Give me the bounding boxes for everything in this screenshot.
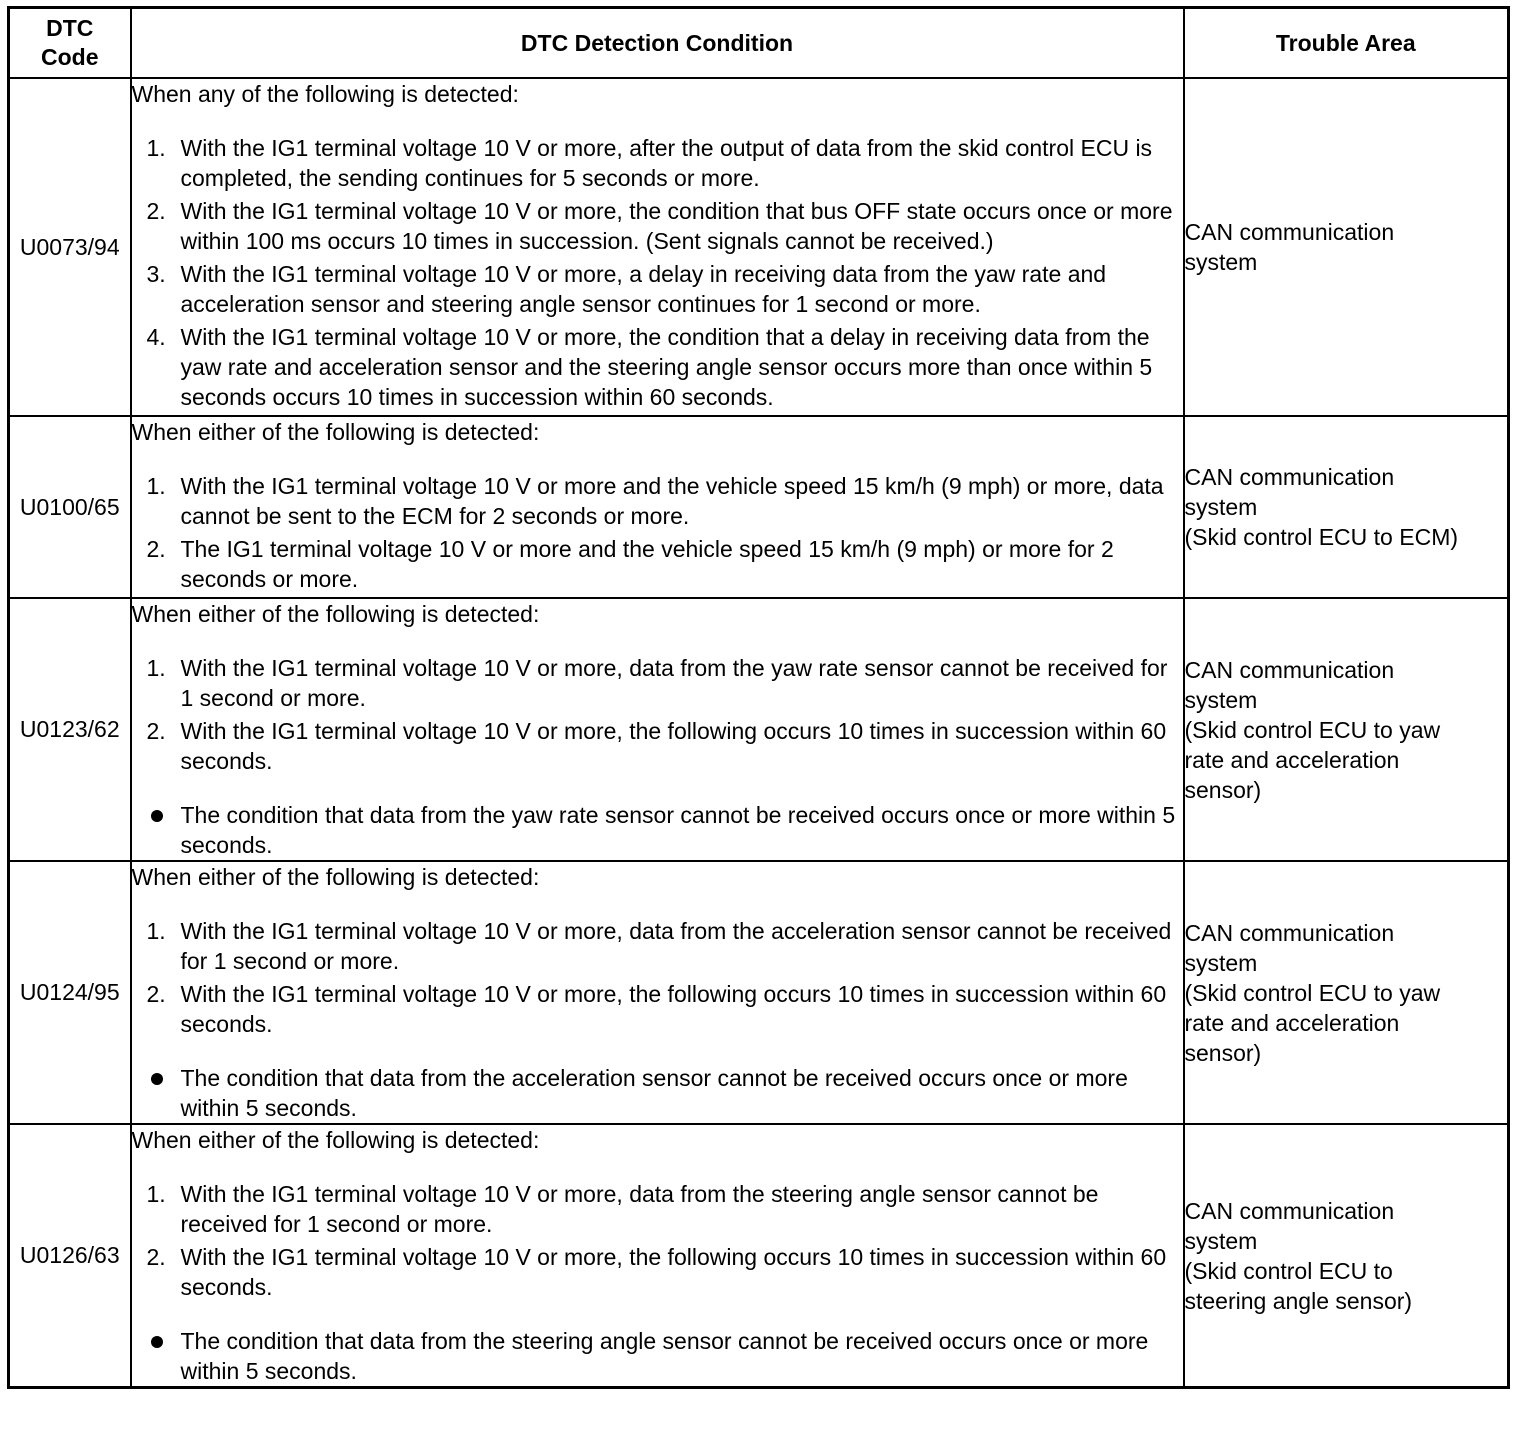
trouble-area-line: sensor) xyxy=(1184,1039,1262,1066)
condition-intro: When either of the following is detected: xyxy=(131,1127,540,1153)
trouble-area-cell xyxy=(1184,1124,1509,1388)
dtc-code-cell: U0124/95 xyxy=(9,861,131,1124)
condition-item-number: 2. xyxy=(146,1244,166,1270)
header-dtc-code: DTC Code xyxy=(9,8,131,79)
condition-list xyxy=(132,653,1183,776)
trouble-area-cell xyxy=(1184,78,1509,416)
condition-bullet-text: The condition that data from the yaw rate sensor cannot be received occurs once or more within 5 seconds. xyxy=(180,802,1176,858)
condition-bullet-text: The condition that data from the acceleration sensor cannot be received occurs once or more within 5 seconds. xyxy=(180,1065,1128,1121)
table-row xyxy=(9,78,1509,416)
condition-item-number: 2. xyxy=(146,981,166,1007)
trouble-area-line: steering angle sensor) xyxy=(1184,1287,1413,1314)
condition-item xyxy=(132,196,1183,256)
detection-condition-cell xyxy=(131,78,1184,416)
condition-intro: When either of the following is detected: xyxy=(131,864,540,890)
dtc-code-cell: U0100/65 xyxy=(9,416,131,598)
dtc-code-cell: U0126/63 xyxy=(9,1124,131,1388)
condition-item-number: 3. xyxy=(146,261,166,287)
dtc-code-cell: U0123/62 xyxy=(9,598,131,861)
condition-item-number: 1. xyxy=(146,135,166,161)
condition-item-text: With the IG1 terminal voltage 10 V or more, the condition that bus OFF state occurs once or more within 100 ms occurs 10 times in succession. (Sent signals cannot be received.) xyxy=(180,198,1173,254)
detection-condition-cell xyxy=(131,1124,1184,1388)
condition-bullet xyxy=(132,1326,1183,1386)
trouble-area-cell xyxy=(1184,861,1509,1124)
trouble-area-line: system xyxy=(1184,1227,1258,1254)
table-row xyxy=(9,598,1509,861)
trouble-area-line: (Skid control ECU to ECM) xyxy=(1184,524,1459,550)
condition-item-text: With the IG1 terminal voltage 10 V or more, after the output of data from the skid control ECU is completed, the sending continues for 5 seconds or more. xyxy=(180,135,1153,191)
condition-item xyxy=(132,653,1183,713)
condition-item xyxy=(132,471,1183,531)
condition-item-text: The IG1 terminal voltage 10 V or more and the vehicle speed 15 km/h (9 mph) or more for 2 seconds or more. xyxy=(180,536,1114,592)
trouble-area-line: CAN communication xyxy=(1184,656,1395,683)
trouble-area-line: CAN communication xyxy=(1184,219,1395,245)
condition-list xyxy=(132,1179,1183,1302)
condition-item-number: 2. xyxy=(146,198,166,224)
dtc-table xyxy=(7,6,1510,1389)
condition-item xyxy=(132,133,1183,193)
table-row xyxy=(9,861,1509,1124)
condition-item-text: With the IG1 terminal voltage 10 V or more, data from the steering angle sensor cannot be received for 1 second or more. xyxy=(180,1181,1099,1237)
condition-item xyxy=(132,534,1183,594)
condition-item xyxy=(132,1179,1183,1239)
bullet-dot-icon xyxy=(151,1336,163,1348)
condition-item-text: With the IG1 terminal voltage 10 V or more, the following occurs 10 times in succession within 60 seconds. xyxy=(180,1244,1167,1300)
table-row xyxy=(9,416,1509,598)
trouble-area-line: system xyxy=(1184,686,1258,713)
condition-bullet xyxy=(132,1063,1183,1123)
condition-intro: When any of the following is detected: xyxy=(131,81,519,107)
trouble-area-line: (Skid control ECU to yaw xyxy=(1184,716,1441,743)
condition-list xyxy=(132,133,1183,412)
trouble-area-line: (Skid control ECU to xyxy=(1184,1257,1393,1284)
detection-condition-cell xyxy=(131,598,1184,861)
condition-item-text: With the IG1 terminal voltage 10 V or more, data from the yaw rate sensor cannot be received for 1 second or more. xyxy=(180,655,1168,711)
trouble-area-line: rate and acceleration xyxy=(1184,1009,1400,1036)
trouble-area-line: sensor) xyxy=(1184,776,1262,803)
table-row xyxy=(9,1124,1509,1388)
trouble-area-line: system xyxy=(1184,949,1258,976)
trouble-area-line: (Skid control ECU to yaw xyxy=(1184,979,1441,1006)
trouble-area-line: system xyxy=(1184,249,1258,275)
trouble-area-line: system xyxy=(1184,494,1258,520)
trouble-area-line: CAN communication xyxy=(1184,1197,1395,1224)
condition-item-text: With the IG1 terminal voltage 10 V or more, a delay in receiving data from the yaw rate and acceleration sensor and steering angle sensor continues for 1 second or more. xyxy=(180,261,1107,317)
condition-item-text: With the IG1 terminal voltage 10 V or more and the vehicle speed 15 km/h (9 mph) or more, data cannot be sent to the ECM for 2 seconds or more. xyxy=(180,473,1164,529)
condition-item-text: With the IG1 terminal voltage 10 V or more, the following occurs 10 times in succession within 60 seconds. xyxy=(180,981,1167,1037)
condition-list xyxy=(132,471,1183,594)
dtc-code-cell: U0073/94 xyxy=(9,78,131,416)
detection-condition-cell xyxy=(131,416,1184,598)
trouble-area-line: CAN communication xyxy=(1184,919,1395,946)
trouble-area-line: rate and acceleration xyxy=(1184,746,1400,773)
header-trouble-area: Trouble Area xyxy=(1184,8,1509,79)
condition-intro: When either of the following is detected: xyxy=(131,419,540,445)
condition-item xyxy=(132,979,1183,1039)
condition-list xyxy=(132,916,1183,1039)
condition-item-number: 2. xyxy=(146,536,166,562)
trouble-area-cell xyxy=(1184,598,1509,861)
header-row xyxy=(9,8,1509,79)
bullet-dot-icon xyxy=(151,810,163,822)
condition-item-number: 1. xyxy=(146,473,166,499)
condition-item-number: 1. xyxy=(146,655,166,681)
condition-item-number: 2. xyxy=(146,718,166,744)
condition-item-number: 4. xyxy=(146,324,166,350)
trouble-area-cell xyxy=(1184,416,1509,598)
condition-item-text: With the IG1 terminal voltage 10 V or more, data from the acceleration sensor cannot be received for 1 second or more. xyxy=(180,918,1172,974)
condition-item xyxy=(132,916,1183,976)
condition-item-text: With the IG1 terminal voltage 10 V or more, the condition that a delay in receiving data from the yaw rate and acceleration sensor and the steering angle sensor occurs more than once within 5 seconds occurs 10 times in succession within 60 seconds. xyxy=(180,324,1153,410)
condition-item xyxy=(132,259,1183,319)
detection-condition-cell xyxy=(131,861,1184,1124)
header-detection-condition: DTC Detection Condition xyxy=(131,8,1184,79)
condition-item-text: With the IG1 terminal voltage 10 V or more, the following occurs 10 times in succession within 60 seconds. xyxy=(180,718,1167,774)
condition-item xyxy=(132,322,1183,412)
trouble-area-line: CAN communication xyxy=(1184,464,1395,490)
condition-item xyxy=(132,716,1183,776)
condition-bullet-text: The condition that data from the steering angle sensor cannot be received occurs once or more within 5 seconds. xyxy=(180,1328,1149,1384)
condition-item-number: 1. xyxy=(146,1181,166,1207)
condition-bullet xyxy=(132,800,1183,860)
condition-item-number: 1. xyxy=(146,918,166,944)
condition-intro: When either of the following is detected: xyxy=(131,601,540,627)
condition-item xyxy=(132,1242,1183,1302)
bullet-dot-icon xyxy=(151,1073,163,1085)
